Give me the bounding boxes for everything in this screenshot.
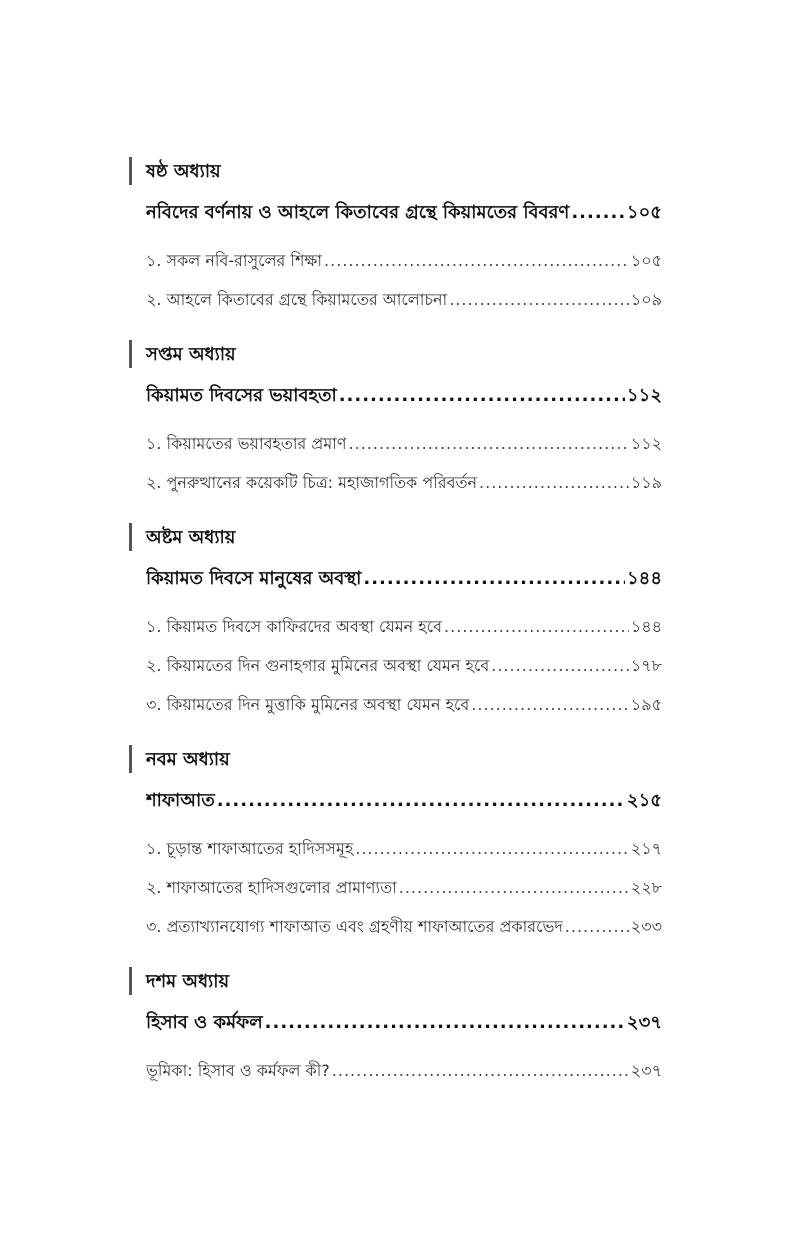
chapter-heading-row[interactable] [146, 381, 662, 412]
toc-entry[interactable] [146, 875, 662, 902]
toc-entry[interactable] [146, 1058, 662, 1085]
chapter-label: দশম অধ্যায় [146, 971, 230, 992]
page-number: ১১২ [630, 434, 662, 453]
toc-entry-title: ১. চূড়ান্ত শাফাআতের হাদিসসমূহ [146, 839, 354, 858]
toc-entry[interactable] [146, 836, 662, 863]
dot-leader [571, 202, 625, 223]
toc-entry-title: ১. সকল নবি-রাসুলের শিক্ষা [146, 251, 323, 270]
toc-entry-title: ভূমিকা: হিসাব ও কর্মফল কী? [146, 1061, 330, 1080]
toc-entry-title: ৩. প্রত্যাখ্যানযোগ্য শাফাআত এবং গ্রহণীয় শাফাআতের প্রকারভেদ [146, 917, 563, 936]
page-number: ১৯৫ [630, 695, 662, 714]
toc-entry[interactable] [146, 431, 662, 458]
toc-entry-title: ২. আহলে কিতাবের গ্রন্থে কিয়ামতের আলোচনা [146, 290, 448, 309]
toc-entry[interactable] [146, 614, 662, 641]
page-number: ২৩৩ [630, 917, 662, 936]
dot-leader [479, 473, 629, 492]
toc-entry-title: ২. শাফাআতের হাদিসগুলোর প্রামাণ্যতা [146, 878, 397, 897]
dot-leader [471, 695, 629, 714]
dot-leader [444, 617, 629, 636]
toc-entry[interactable] [146, 248, 662, 275]
chapter-heading-title: হিসাব ও কর্মফল [146, 1012, 263, 1033]
chapter-marker-bar [129, 523, 132, 551]
page-number: ১৪৪ [626, 568, 662, 589]
chapter-heading-title: নবিদের বর্ণনায় ও আহলে কিতাবের গ্রন্থে কিয়ামতের বিবরণ [146, 202, 570, 223]
chapter-marker-bar [129, 745, 132, 773]
chapter-label: নবম অধ্যায় [146, 749, 230, 770]
chapter-label: অষ্টম অধ্যায় [146, 527, 236, 548]
page-number: ২২৮ [630, 878, 662, 897]
toc-entry-title: ৩. কিয়ামতের দিন মুত্তাকি মুমিনের অবস্থা যেমন হবে [146, 695, 470, 714]
toc-entry-title: ১. কিয়ামত দিবসে কাফিরদের অবস্থা যেমন হবে [146, 617, 443, 636]
chapter-heading-title: কিয়ামত দিবসের ভয়াবহতা [146, 385, 337, 406]
toc-entry-title: ২. কিয়ামতের দিন গুনাহগার মুমিনের অবস্থা যেমন হবে [146, 656, 490, 675]
chapter-marker-bar [129, 967, 132, 995]
chapter-heading-row[interactable] [146, 198, 662, 229]
dot-leader [363, 568, 625, 589]
page-number: ১০৫ [630, 251, 662, 270]
dot-leader [332, 1061, 629, 1080]
chapter-heading-title: শাফাআত [146, 790, 215, 811]
page-number: ১১৯ [630, 473, 662, 492]
chapter-heading-title: কিয়ামত দিবসে মানুষের অবস্থা [146, 568, 362, 589]
dot-leader [349, 434, 629, 453]
chapter-heading-row[interactable] [146, 786, 662, 817]
page-number: ২৩৭ [630, 1061, 662, 1080]
page-number: ১৪৪ [630, 617, 662, 636]
page-number: ১০৯ [630, 290, 662, 309]
chapter-label: ষষ্ঠ অধ্যায় [146, 161, 221, 182]
dot-leader [265, 1012, 625, 1033]
page-number: ২৩৭ [626, 1012, 662, 1033]
page-number: ১৭৮ [630, 656, 662, 675]
chapter-marker-bar [129, 157, 132, 185]
dot-leader [355, 839, 629, 858]
dot-leader [491, 656, 629, 675]
toc-entry[interactable] [146, 914, 662, 941]
chapter-heading-row[interactable] [146, 1008, 662, 1039]
toc-entry[interactable] [146, 470, 662, 497]
toc-entry-title: ১. কিয়ামতের ভয়াবহতার প্রমাণ [146, 434, 347, 453]
dot-leader [449, 290, 629, 309]
toc-entry-title: ২. পুনরুত্থানের কয়েকটি চিত্র: মহাজাগতিক পরিবর্তন [146, 473, 478, 492]
dot-leader [217, 790, 625, 811]
toc-entry[interactable] [146, 653, 662, 680]
dot-leader [339, 385, 625, 406]
chapter-marker-bar [129, 340, 132, 368]
chapter-label: সপ্তম অধ্যায় [146, 344, 236, 365]
page-number: ১০৫ [626, 202, 662, 223]
toc-entry[interactable] [146, 287, 662, 314]
chapter-heading-row[interactable] [146, 564, 662, 595]
page-number: ২১৭ [630, 839, 662, 858]
dot-leader [324, 251, 629, 270]
page-number: ২১৫ [626, 790, 662, 811]
page-number: ১১২ [626, 385, 662, 406]
toc-entry[interactable] [146, 692, 662, 719]
dot-leader [565, 917, 629, 936]
dot-leader [399, 878, 629, 897]
